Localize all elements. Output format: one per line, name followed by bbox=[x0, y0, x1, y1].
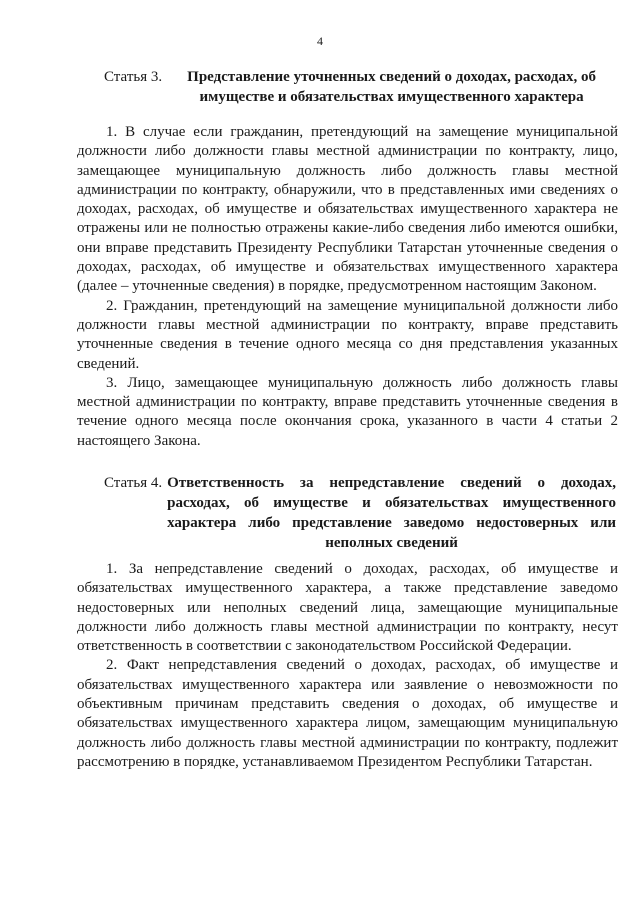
article-3-paragraph-1: 1. В случае если гражданин, претендующий на замещение муниципальной должности либо должности главы местной администрации по контракту, лицо, замещающее муниципальную должность либо должность главы местной администрации по контракту, обнаружили, что в представленных ими сведениях о доходах, расходах, об имуществе и обязательствах имущественного характера не отражены или не полностью отражены какие-либо сведения либо имеются ошибки, они вправе представить Президенту Республики Татарстан уточненные сведения о доходах, расходах, об имуществе и обязательствах имущественного характера (далее – уточненные сведения) в порядке, предусмотренном настоящим Законом. bbox=[77, 124, 618, 295]
article-3-title: Представление уточненных сведений о доходах, расходах, об имуществе и обязательствах имущественного характера bbox=[187, 69, 596, 105]
article-3-heading bbox=[104, 67, 616, 107]
article-3-body bbox=[77, 123, 618, 451]
article-4-title: Ответственность за непредставление сведений о доходах, расходах, об имуществе и обязательствах имущественного характера либо представление заведомо недостоверных или неполных сведений bbox=[167, 475, 616, 551]
article-3-paragraph-3: 3. Лицо, замещающее муниципальную должность либо должность главы местной администрации по контракту, вправе представить уточненные сведения в течение одного месяца после окончания срока, указанного в части 4 статьи 2 настоящего Закона. bbox=[77, 374, 618, 449]
article-4-heading bbox=[104, 473, 616, 553]
article-4-paragraph-2: 2. Факт непредставления сведений о доходах, расходах, об имуществе и обязательствах имущественного характера или заявление о невозможности по объективным причинам представить сведения о доходах, об имуществе и обязательствах имущественного характера лицом, замещающим муниципальную должность либо должность главы местной администрации по контракту, подлежит рассмотрению в порядке, устанавливаемом Президентом Республики Татарстан. bbox=[77, 657, 618, 770]
article-4-label: Статья 4. bbox=[104, 475, 163, 491]
article-4-paragraph-1: 1. За непредставление сведений о доходах, расходах, об имуществе и обязательствах имущественного характера, а также представление заведомо недостоверных или неполных сведений лица, замещающие муниципальные должности либо должность главы местной администрации по контракту, несут ответственность в соответствии с законодательством Российской Федерации. bbox=[77, 561, 618, 655]
article-4-body bbox=[77, 560, 618, 772]
page-number: 4 bbox=[317, 34, 323, 48]
article-3-paragraph-2: 2. Гражданин, претендующий на замещение муниципальной должности либо должности главы местной администрации по контракту, вправе представить уточненные сведения в течение одного месяца со дня представления указанных сведений. bbox=[77, 297, 618, 372]
article-3-label: Статья 3. bbox=[104, 69, 163, 85]
